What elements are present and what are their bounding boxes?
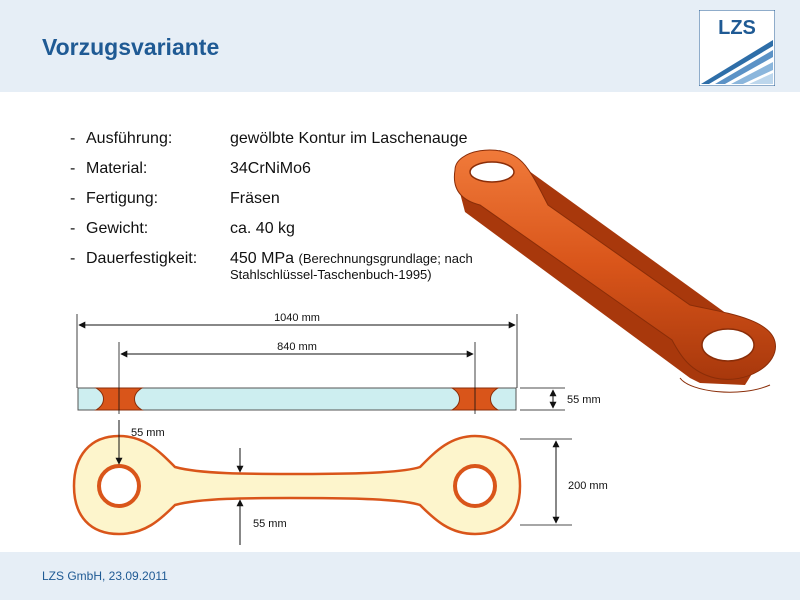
- property-note-continued: Stahlschlüssel-Taschenbuch-1995): [230, 267, 432, 282]
- dim-hole-distance: 840 mm: [277, 341, 317, 353]
- plan-view: [74, 436, 520, 534]
- property-key: Ausführung:: [86, 130, 173, 147]
- property-value: gewölbte Kontur im Laschenauge: [230, 130, 468, 147]
- footer-text: LZS GmbH, 23.09.2011: [42, 569, 168, 583]
- dim-total-length: 1040 mm: [274, 312, 320, 324]
- dim-web-width: 55 mm: [253, 518, 287, 530]
- property-key: Material:: [86, 160, 148, 177]
- property-value: 450 MPa: [230, 250, 295, 267]
- property-key: Dauerfestigkeit:: [86, 250, 198, 267]
- dim-width: 200 mm: [568, 480, 608, 492]
- property-note: (Berechnungsgrundlage; nach: [298, 251, 473, 266]
- property-value: Fräsen: [230, 190, 280, 207]
- property-key: Fertigung:: [86, 190, 159, 207]
- dim-eye-wall: 55 mm: [131, 427, 165, 439]
- property-key: Gewicht:: [86, 220, 149, 237]
- svg-text:LZS: LZS: [718, 17, 756, 39]
- 3d-part-render: [454, 150, 775, 392]
- property-value: ca. 40 kg: [230, 220, 295, 237]
- slide-title: Vorzugsvariante: [42, 34, 220, 60]
- property-value: 34CrNiMo6: [230, 160, 311, 177]
- dim-thickness: 55 mm: [567, 394, 601, 406]
- side-view: [78, 384, 516, 414]
